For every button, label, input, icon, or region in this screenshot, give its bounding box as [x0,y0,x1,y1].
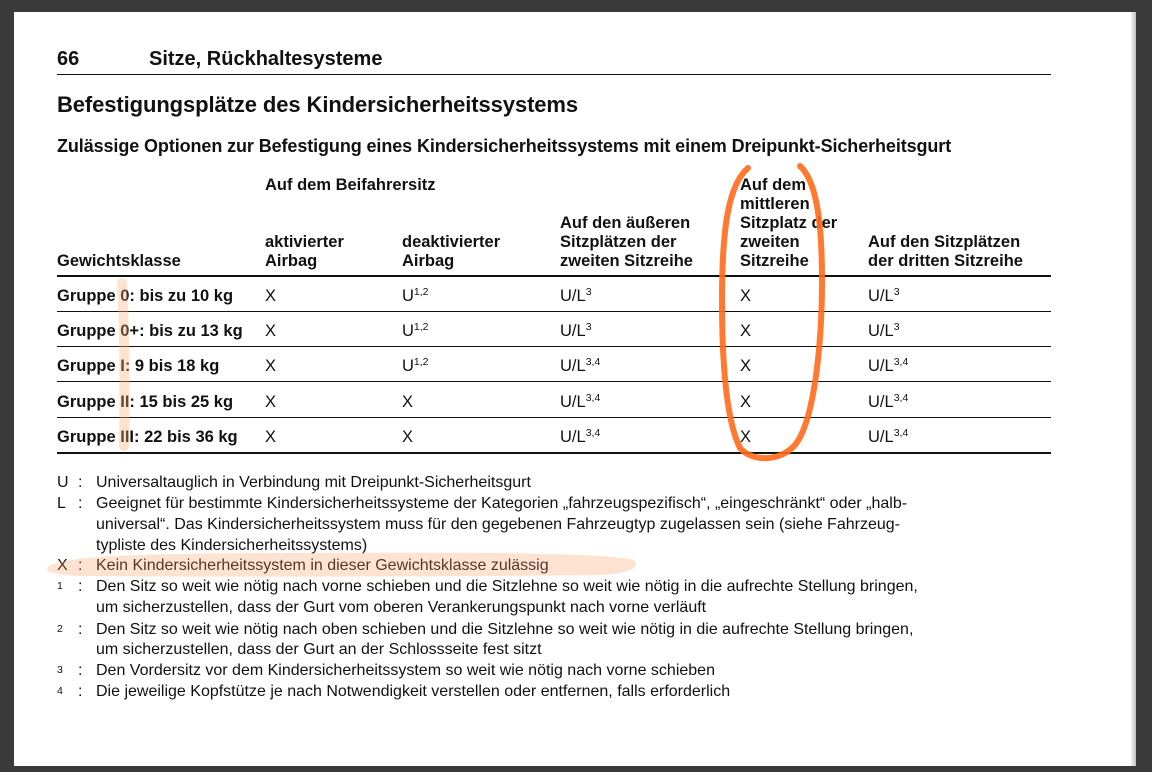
col-header-line: zweiten Sitzreihe [560,252,693,270]
cell-value: U/L [868,428,894,446]
cell-third-row [868,427,908,447]
page-number: 66 [57,48,80,70]
col-header-airbag-active [265,233,344,271]
cell-weight-class: Gruppe 0: bis zu 10 kg [57,287,234,305]
cell-middle-second-row: X [740,428,752,446]
col-header-line: mittleren [740,195,810,213]
cell-value: U/L [560,428,586,446]
cell-value: U/L [868,357,894,375]
cell-value: U/L [868,287,894,305]
legend-text: Den Sitz so weit wie nötig nach vorne schieben und die Sitzlehne so weit wie nötig in die aufrechte Stellung bringen, [96,578,918,595]
legend-key: 4 [57,685,63,697]
section-title: Befestigungsplätze des Kindersicherheitssystems [57,92,579,117]
col-header-line: Airbag [402,252,455,270]
footnote-ref: 3 [585,321,592,333]
cell-airbag-deactivated [402,286,429,306]
page-header [57,48,1051,75]
cell-airbag-deactivated [402,356,429,376]
cell-value: U/L [560,287,586,305]
legend-colon: : [78,495,83,512]
footnote-ref: 3,4 [893,356,909,368]
table-header-rule [57,275,1051,277]
col-header-line: Auf dem [740,176,806,194]
cell-weight-class: Gruppe II: 15 bis 25 kg [57,393,234,411]
footnote-ref: 3 [893,321,900,333]
footnote-ref: 1,2 [413,356,429,368]
col-header-outer-second-row [560,214,693,271]
cell-value: U/L [560,393,586,411]
cell-airbag-active: X [265,287,277,305]
cell-value: X [402,428,414,446]
cell-middle-second-row: X [740,287,752,305]
cell-middle-second-row: X [740,393,752,411]
col-header-line: Sitzplätzen der [560,233,677,251]
cell-airbag-active: X [265,393,277,411]
col-header-airbag-deactivated [402,233,500,271]
col-header-weight: Gewichtsklasse [57,252,181,270]
cell-airbag-active: X [265,322,277,340]
legend-text: Kein Kindersicherheitssystem in dieser Gewichtsklasse zulässig [96,557,549,574]
col-header-line: zweiten [740,233,800,251]
footnote-ref: 3,4 [585,356,601,368]
cell-value: U [402,357,414,375]
footnote-ref: 1,2 [413,321,429,333]
footnote-ref: 3,4 [893,392,909,404]
legend-colon: : [78,683,83,700]
legend-text: Den Vordersitz vor dem Kindersicherheitssystem so weit wie nötig nach vorne schieben [96,662,715,679]
cell-airbag-active: X [265,357,277,375]
cell-third-row [868,392,908,412]
col-header-middle-second-row [740,176,837,271]
cell-airbag-active: X [265,428,277,446]
cell-middle-second-row: X [740,357,752,375]
col-header-line: deaktivierter [402,233,501,251]
group-header-passenger-seat: Auf dem Beifahrersitz [265,176,436,194]
footnote-ref: 3 [585,286,592,298]
cell-third-row [868,321,900,341]
cell-value: X [402,393,414,411]
cell-value: U [402,322,414,340]
row-divider [57,417,1051,418]
col-header-line: aktivierter [265,233,344,251]
col-header-line: Airbag [265,252,318,270]
legend-colon: : [78,578,83,595]
legend-text: Den Sitz so weit wie nötig nach oben schieben und die Sitzlehne so weit wie nötig in die aufrechte Stellung bringen, [96,621,914,638]
footnote-ref: 3,4 [893,427,909,439]
cell-outer-second-row [560,356,600,376]
cell-airbag-deactivated [402,392,413,412]
legend-text: typliste des Kindersicherheitssystems) [96,537,368,554]
col-header-line: der dritten Sitzreihe [868,252,1023,270]
cell-third-row [868,286,900,306]
cell-value: U/L [868,322,894,340]
legend-key: L [57,495,66,512]
col-header-line: Auf den äußeren [560,214,691,232]
legend-colon: : [78,662,83,679]
legend-colon: : [78,621,83,638]
cell-outer-second-row [560,427,600,447]
cell-value: U [402,287,414,305]
legend-key: U [57,474,69,491]
legend-text: um sicherzustellen, dass der Gurt an der Schlossseite fest sitzt [96,641,542,658]
legend-colon: : [78,557,83,574]
col-header-line: Sitzreihe [740,252,809,270]
cell-outer-second-row [560,286,592,306]
footnote-ref: 3 [893,286,900,298]
legend-key: 1 [57,580,63,592]
row-divider [57,311,1051,312]
section-subtitle: Zulässige Optionen zur Befestigung eines Kindersicherheitssystems mit einem Dreipunkt-Sicherheitsgurt [57,136,952,156]
cell-value: U/L [868,393,894,411]
cell-third-row [868,356,908,376]
legend-text: um sicherzustellen, dass der Gurt vom oberen Verankerungspunkt nach vorne verläuft [96,599,707,616]
legend-text: universal“. Das Kindersicherheitssystem muss für den gegebenen Fahrzeugtyp zugelassen sein (siehe Fahrzeug- [96,516,900,533]
col-header-line: Auf den Sitzplätzen [868,233,1021,251]
cell-weight-class: Gruppe III: 22 bis 36 kg [57,428,238,446]
legend-text: Geeignet für bestimmte Kindersicherheitssysteme der Kategorien „fahrzeugspezifisch“, „eingeschränkt“ oder „halb- [96,495,908,512]
cell-weight-class: Gruppe 0+: bis zu 13 kg [57,322,243,340]
chapter-title: Sitze, Rückhaltesysteme [149,48,383,70]
cell-weight-class: Gruppe I: 9 bis 18 kg [57,357,220,375]
cell-airbag-deactivated [402,427,413,447]
col-header-third-row [868,233,1023,271]
footnote-ref: 3,4 [585,392,601,404]
cell-outer-second-row [560,321,592,341]
legend-text: Universaltauglich in Verbindung mit Dreipunkt-Sicherheitsgurt [96,474,531,491]
cell-airbag-deactivated [402,321,429,341]
cell-value: U/L [560,357,586,375]
legend-text: Die jeweilige Kopfstütze je nach Notwendigkeit verstellen oder entfernen, falls erforderlich [96,683,731,700]
cell-outer-second-row [560,392,600,412]
legend-key: 3 [57,664,63,676]
cell-value: U/L [560,322,586,340]
col-header-line: Sitzplatz der [740,214,838,232]
footnote-ref: 3,4 [585,427,601,439]
footnote-ref: 1,2 [413,286,429,298]
legend-key: X [57,557,68,574]
table-bottom-rule [57,452,1051,454]
cell-middle-second-row: X [740,322,752,340]
row-divider [57,381,1051,382]
row-divider [57,346,1051,347]
legend-key: 2 [57,623,63,635]
legend-colon: : [78,474,83,491]
